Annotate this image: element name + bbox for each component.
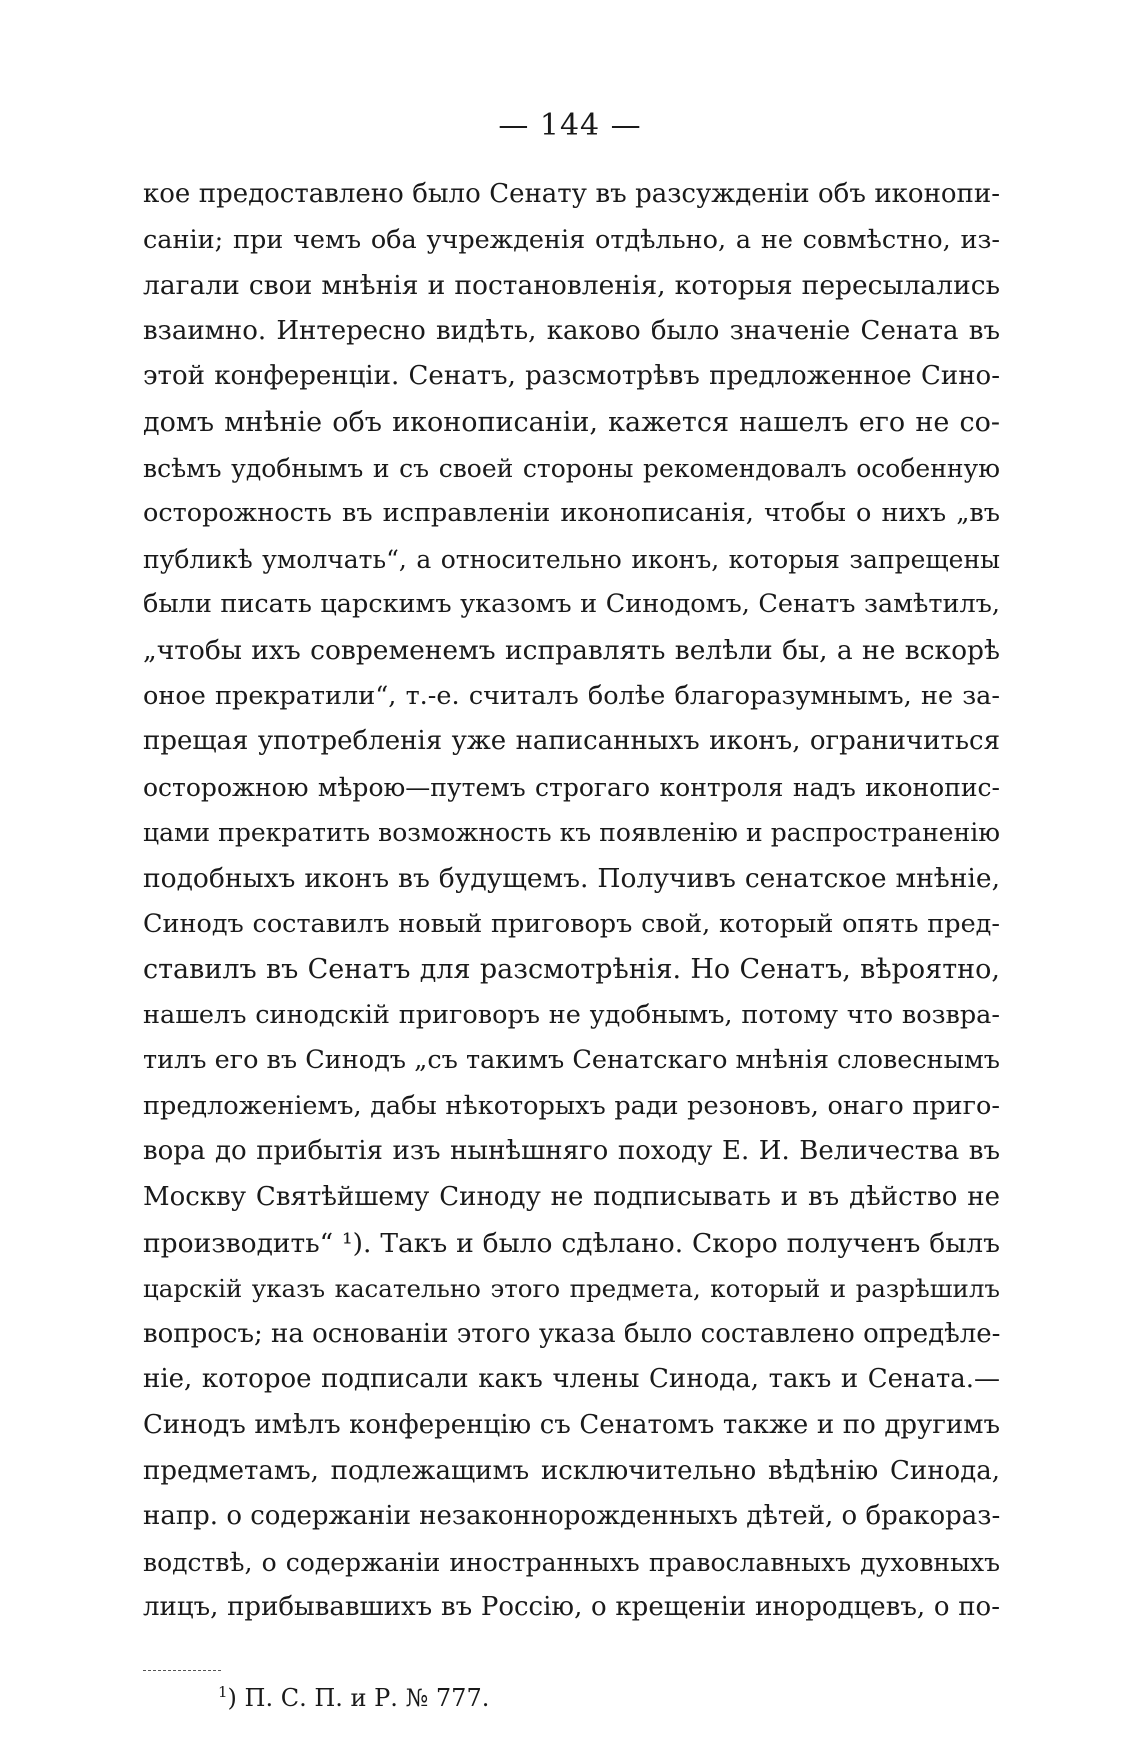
text-line: всѣмъ удобнымъ и съ своей стороны рекомендовалъ особенную xyxy=(143,453,1000,483)
text-line: водствѣ, о содержаніи иностранныхъ православныхъ духовныхъ xyxy=(143,1547,1000,1577)
text-line: царскій указъ касательно этого предмета, который и разрѣшилъ xyxy=(143,1274,1000,1304)
text-line: Синодъ составилъ новый приговоръ свой, который опять пред- xyxy=(143,908,1000,939)
text-line: „чтобы ихъ современемъ исправлять велѣли бы, а не вскорѣ xyxy=(143,634,1000,666)
text-line: Синодъ имѣлъ конференцію съ Сенатомъ также и по другимъ xyxy=(143,1410,1000,1441)
text-line: предложеніемъ, дабы нѣкоторыхъ ради резоновъ, онаго приго- xyxy=(143,1090,1000,1121)
text-line: осторожность въ исправленіи иконописанія, чтобы о нихъ „въ xyxy=(143,498,1000,529)
text-line: публикѣ умолчать“, а относительно иконъ, которыя запрещены xyxy=(143,544,1000,574)
text-line: осторожною мѣрою—путемъ строгаго контроля надъ иконопис- xyxy=(143,772,1000,802)
text-line: цами прекратить возможность къ появленію и распространенію xyxy=(143,818,1000,848)
text-line: производить“ ¹). Такъ и было сдѣлано. Скоро полученъ былъ xyxy=(143,1227,1000,1259)
text-line: предметамъ, подлежащимъ исключительно вѣдѣнію Синода, xyxy=(143,1455,1000,1486)
text-line: взаимно. Интересно видѣть, каково было значеніе Сената въ xyxy=(143,315,1000,346)
text-line: домъ мнѣніе объ иконописаніи, кажется нашелъ его не со- xyxy=(143,406,1000,438)
text-line: лицъ, прибывавшихъ въ Россію, о крещеніи инородцевъ, о по- xyxy=(143,1592,1000,1623)
text-line: оное прекратили“, т.-е. считалъ болѣе благоразумнымъ, не за- xyxy=(143,680,1000,711)
text-line: нашелъ синодскій приговоръ не удобнымъ, потому что возвра- xyxy=(143,999,1000,1030)
text-line: саніи; при чемъ оба учрежденія отдѣльно, а не совмѣстно, из- xyxy=(143,224,1000,255)
footnote-text: ) П. С. П. и Р. № 777. xyxy=(227,1684,490,1712)
text-line: кое предоставлено было Сенату въ разсужденіи объ иконопи- xyxy=(143,179,1000,209)
body-text xyxy=(143,172,1000,1631)
footnote xyxy=(218,1683,489,1713)
text-line: были писать царскимъ указомъ и Синодомъ, Сенатъ замѣтилъ, xyxy=(143,589,1000,620)
text-line: вора до прибытія изъ нынѣшняго походу Е. И. Величества въ xyxy=(143,1136,1000,1167)
text-line: лагали свои мнѣнія и постановленія, которыя пересылались xyxy=(143,270,1000,302)
text-line: ставилъ въ Сенатъ для разсмотрѣнія. Но Сенатъ, вѣроятно, xyxy=(143,954,1000,986)
text-line: Москву Святѣйшему Синоду не подписывать и въ дѣйство не xyxy=(143,1182,1000,1213)
text-line: подобныхъ иконъ въ будущемъ. Получивъ сенатское мнѣніе, xyxy=(143,862,1000,894)
text-line: вопросъ; на основаніи этого указа было составлено опредѣле- xyxy=(143,1318,1001,1349)
text-line: этой конференціи. Сенатъ, разсмотрѣвъ предложенное Сино- xyxy=(143,361,1000,392)
footnote-divider xyxy=(143,1670,221,1671)
page-number: — 144 — xyxy=(498,108,642,143)
text-line: напр. о содержаніи незаконнорожденныхъ дѣтей, о бракораз- xyxy=(143,1501,1001,1532)
footnote-marker: 1 xyxy=(218,1683,228,1701)
text-line: ніе, которое подписали какъ члены Синода, такъ и Сената.— xyxy=(143,1364,1000,1395)
text-line: тилъ его въ Синодъ „съ такимъ Сенатскаго мнѣнія словеснымъ xyxy=(143,1045,1000,1076)
text-line: прещая употребленія уже написанныхъ иконъ, ограничиться xyxy=(143,726,1000,757)
